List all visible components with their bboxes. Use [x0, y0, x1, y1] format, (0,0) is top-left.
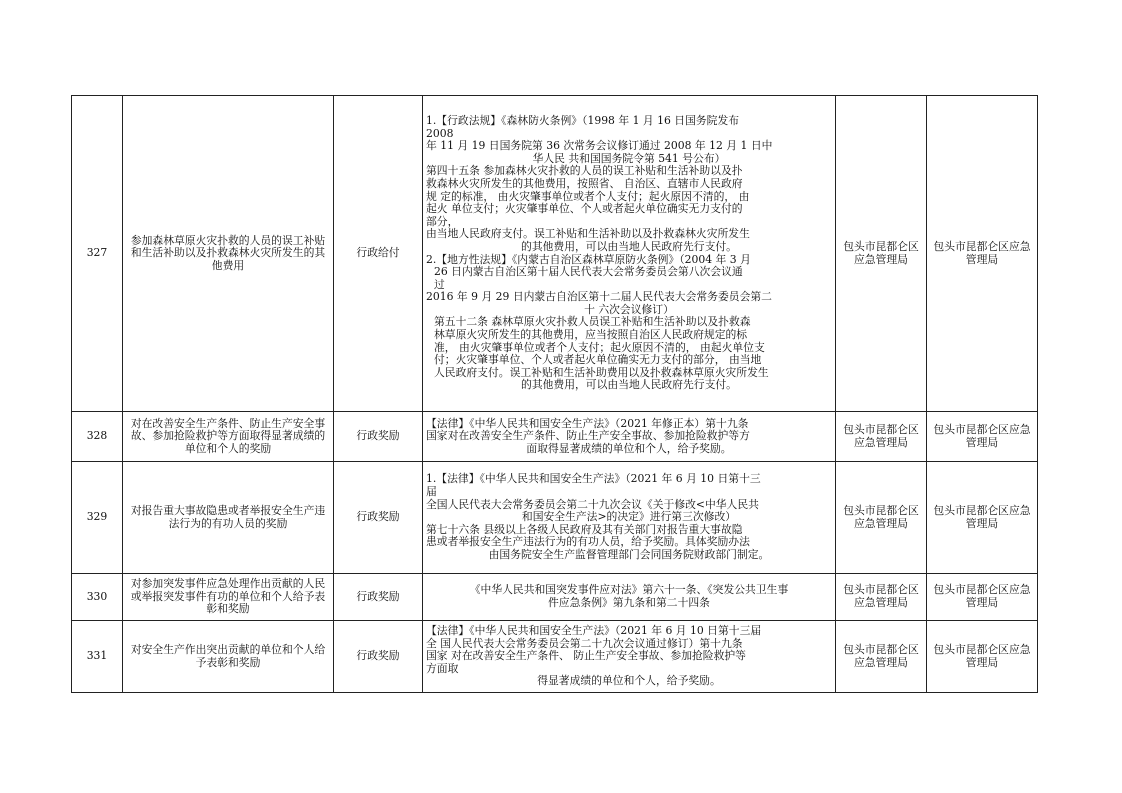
basis-line: 26 日内蒙古自治区第十届人民代表大会常务委员会第八次会议通: [434, 265, 743, 279]
implementing-agency: 包头市昆都仑区应急管理局: [836, 412, 927, 462]
basis-line: 件应急条例》第九条和第二十四条: [548, 596, 710, 609]
basis-line: 第五十二条 森林草原火灾扑救人员误工补贴和生活补助以及扑救森: [434, 315, 751, 329]
basis-line: 的其他费用，可以由当地人民政府先行支付。: [521, 239, 737, 253]
row-number: 327: [72, 96, 123, 412]
basis-line: 【法律】《中华人民共和国安全生产法》（2021 年 6 月 10 日第十三届: [426, 624, 762, 638]
basis-line: 部分，: [426, 214, 459, 228]
basis-line: 2.【地方性法规】《内蒙古自治区森林草原防火条例》（2004 年 3 月: [426, 252, 751, 266]
basis-line: 由国务院安全生产监督管理部门会同国务院财政部门制定。: [488, 547, 770, 561]
basis-line: 全 国人民代表大会常务委员会第二十九次会议通过修订）第十九条: [426, 636, 743, 650]
basis-line: 林草原火灾所发生的其他费用，应当按照自治区人民政府规定的标: [434, 328, 748, 342]
item-type: 行政给付: [334, 96, 423, 412]
basis-line: 由当地人民政府支付。误工补贴和生活补助以及扑救森林火灾所发生: [426, 227, 750, 241]
responsible-agency: 包头市昆都仑区应急管理局: [927, 462, 1038, 574]
row-number: 329: [72, 462, 123, 574]
basis-line: 《中华人民共和国突发事件应对法》第六十一条、《突发公共卫生事: [469, 583, 789, 597]
table-row: [72, 462, 1038, 574]
basis-line: 2016 年 9 月 29 日内蒙古自治区第十二届人民代表大会常务委员会第二: [426, 290, 772, 304]
basis-line: 方面取: [426, 661, 459, 675]
basis-line: 规 定的标准， 由火灾肇事单位或者个人支付；起火原因不清的， 由: [426, 189, 750, 203]
basis-line: 和国安全生产法>的决定》进行第三次修改）: [521, 510, 737, 524]
item-type: 行政奖励: [334, 462, 423, 574]
basis-line: 救森林火灾所发生的其他费用，按照省、 自治区、直辖市人民政府: [426, 176, 743, 190]
basis-line: 1.【行政法规】《森林防火条例》（1998 年 1 月 16 日国务院发布: [426, 113, 740, 127]
implementing-agency: 包头市昆都仑区应急管理局: [836, 574, 927, 621]
responsible-agency: 包头市昆都仑区应急管理局: [927, 621, 1038, 693]
legal-basis: [423, 412, 836, 462]
basis-line: 付；火灾肇事单位、个人或者起火单位确实无力支付的部分， 由当地: [434, 353, 762, 367]
basis-line: 国家 对在改善安全生产条件、 防止生产安全事故、参加抢险救护等: [426, 649, 746, 663]
legal-basis: [423, 96, 836, 412]
basis-line: 【法律】《中华人民共和国安全生产法》（2021 年修正本）第十九条: [426, 416, 749, 430]
legal-basis: [423, 574, 836, 621]
basis-line: 过: [434, 277, 445, 291]
legal-basis: [423, 462, 836, 574]
item-name: 对安全生产作出突出贡献的单位和个人给予表彰和奖励: [123, 621, 334, 693]
item-type: 行政奖励: [334, 574, 423, 621]
basis-line: 2008: [426, 126, 454, 140]
basis-line: 届: [426, 485, 437, 499]
implementing-agency: 包头市昆都仑区应急管理局: [836, 96, 927, 412]
basis-line: 人民政府支付。误工补贴和生活补助费用以及扑救森林草原火灾所发生: [434, 365, 769, 379]
basis-line: 十 六次会议修订）: [584, 302, 674, 316]
responsible-agency: 包头市昆都仑区应急管理局: [927, 96, 1038, 412]
responsible-agency: 包头市昆都仑区应急管理局: [927, 412, 1038, 462]
basis-line: 第四十五条 参加森林火灾扑救的人员的误工补贴和生活补助以及扑: [426, 164, 743, 178]
item-type: 行政奖励: [334, 621, 423, 693]
basis-line: 全国人民代表大会常务委员会第二十九次会议《关于修改<中华人民共: [426, 497, 759, 511]
item-name: 对参加突发事件应急处理作出贡献的人民或举报突发事件有功的单位和个人给予表彰和奖励: [123, 574, 334, 621]
basis-line: 国家对在改善安全生产条件、防止生产安全事故、参加抢险救护等方: [426, 429, 750, 443]
row-number: 331: [72, 621, 123, 693]
basis-line: 第七十六条 县级以上各级人民政府及其有关部门对报告重大事故隐: [426, 522, 743, 536]
table-row: [72, 621, 1038, 693]
table-row: [72, 574, 1038, 621]
implementing-agency: 包头市昆都仑区应急管理局: [836, 621, 927, 693]
item-name: 对报告重大事故隐患或者举报安全生产违法行为的有功人员的奖励: [123, 462, 334, 574]
row-number: 328: [72, 412, 123, 462]
table-row: [72, 412, 1038, 462]
item-name: 对在改善安全生产条件、防止生产安全事故、参加抢险救护等方面取得显著成绩的单位和个人的奖励: [123, 412, 334, 462]
authority-table: [71, 95, 1038, 693]
table-row: [72, 96, 1038, 412]
item-type: 行政奖励: [334, 412, 423, 462]
implementing-agency: 包头市昆都仑区应急管理局: [836, 462, 927, 574]
basis-line: 准， 由火灾肇事单位或者个人支付；起火原因不清的， 由起火单位支: [434, 340, 765, 354]
basis-line: 患或者举报安全生产违法行为的有功人员，给予奖励。具体奖励办法: [426, 535, 750, 549]
basis-line: 1.【法律】《中华人民共和国安全生产法》（2021 年 6 月 10 日第十三: [426, 472, 761, 486]
basis-line: 的其他费用，可以由当地人民政府先行支付。: [521, 378, 737, 392]
responsible-agency: 包头市昆都仑区应急管理局: [927, 574, 1038, 621]
item-name: 参加森林草原火灾扑救的人员的误工补贴和生活补助以及扑救森林火灾所发生的其他费用: [123, 96, 334, 412]
basis-line: 面取得显著成绩的单位和个人，给予奖励。: [526, 441, 732, 455]
basis-line: 年 11 月 19 日国务院第 36 次常务会议修订通过 2008 年 12 月 1 日中: [426, 139, 773, 153]
basis-line: 起火 单位支付；火灾肇事单位、个人或者起火单位确实无力支付的: [426, 202, 743, 216]
basis-line: 华人民 共和国国务院令第 541 号公布）: [532, 151, 726, 165]
legal-basis: [423, 621, 836, 693]
row-number: 330: [72, 574, 123, 621]
basis-line: 得显著成绩的单位和个人，给予奖励。: [537, 674, 721, 688]
